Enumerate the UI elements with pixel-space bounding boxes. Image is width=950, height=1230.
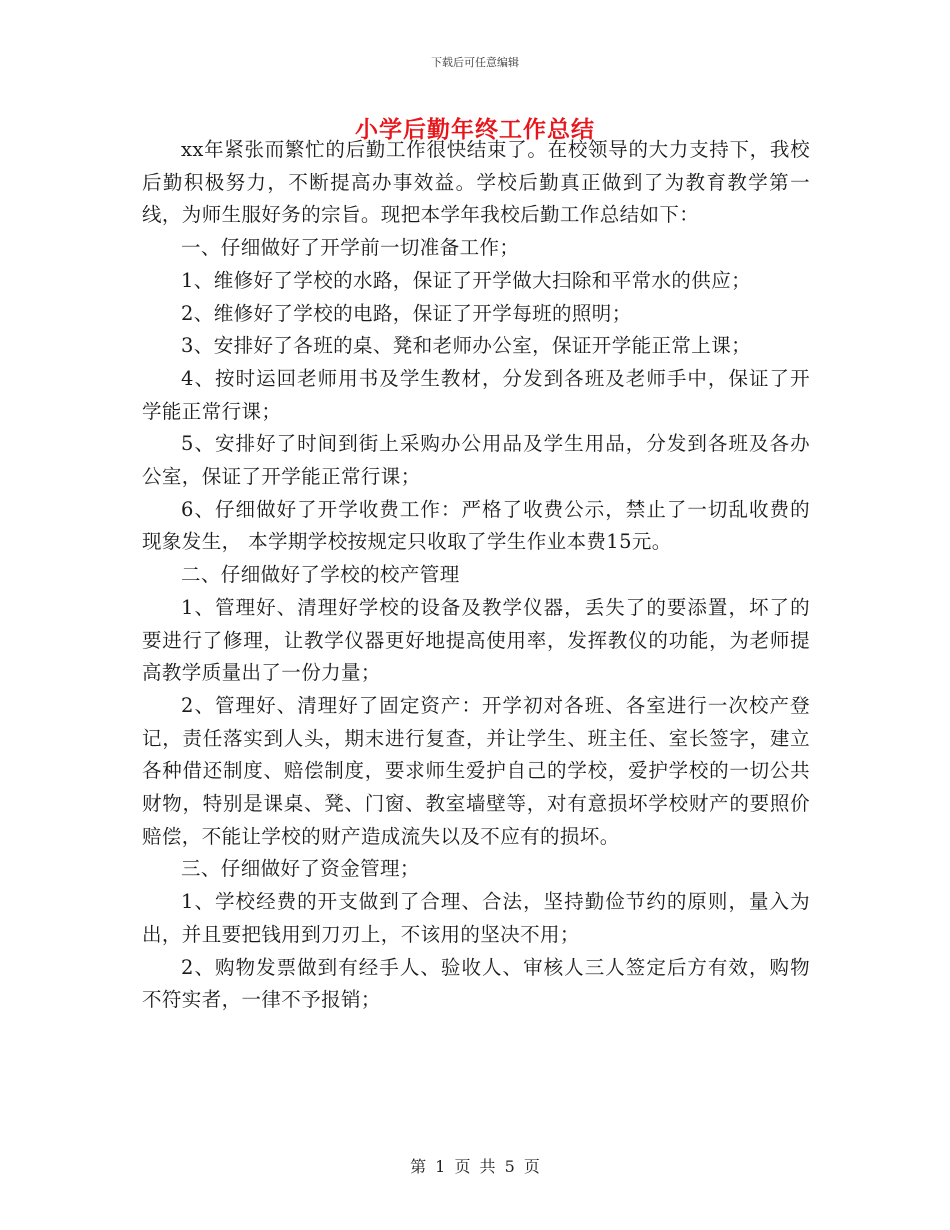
document-title: 小学后勤年终工作总结 xyxy=(355,116,595,143)
section-heading-1: 一、仔细做好了开学前一切准备工作； xyxy=(181,236,520,260)
list-item: 5、安排好了时间到街上采购办公用品及学生用品，分发到各班及各办公室，保证了开学能正常行课； xyxy=(142,432,810,489)
list-item: 2、购物发票做到有经手人、验收人、审核人三人签定后方有效，购物不符实者，一律不予报销； xyxy=(142,955,810,1012)
page-number-footer: 第 1 页 共 5 页 xyxy=(410,1157,540,1176)
list-item: 4、按时运回老师用书及学生教材，分发到各班及老师手中，保证了开学能正常行课； xyxy=(142,366,810,423)
section-heading-3: 三、仔细做好了资金管理； xyxy=(181,857,420,881)
list-item: 2、维修好了学校的电路，保证了开学每班的照明； xyxy=(181,301,632,325)
list-item: 1、管理好、清理好学校的设备及教学仪器，丢失了的要添置，坏了的要进行了修理，让教学仪器更好地提高使用率，发挥教仪的功能，为老师提高教学质量出了一份力量； xyxy=(142,595,810,685)
list-item: 1、学校经费的开支做到了合理、合法，坚持勤俭节约的原则，量入为出，并且要把钱用到刀刃上，不该用的坚决不用； xyxy=(142,890,810,946)
page-header-note: 下载后可任意编辑 xyxy=(431,56,519,69)
list-item: 1、维修好了学校的水路，保证了开学做大扫除和平常水的供应； xyxy=(181,268,752,292)
section-heading-2: 二、仔细做好了学校的校产管理 xyxy=(181,563,460,587)
document-body xyxy=(142,134,810,1017)
paragraph-intro: xx年紧张而繁忙的后勤工作很快结束了。在校领导的大力支持下，我校后勤积极努力，不断提高办事效益。学校后勤真正做到了为教育教学第一线，为师生服好务的宗旨。现把本学年我校后勤工作总结如下： xyxy=(142,138,810,227)
list-item: 6、仔细做好了开学收费工作：严格了收费公示，禁止了一切乱收费的现象发生， 本学期学校按规定只收取了学生作业本费15元。 xyxy=(142,497,810,554)
list-item: 3、安排好了各班的桌、凳和老师办公室，保证开学能正常上课； xyxy=(181,334,752,358)
list-item: 2、管理好、清理好了固定资产：开学初对各班、各室进行一次校产登记，责任落实到人头，期末进行复查，并让学生、班主任、室长签字，建立各种借还制度、赔偿制度，要求师生爱护自己的学校，爱护学校的一切公共财物，特别是课桌、凳、门窗、教室墙壁等，对有意损坏学校财产的要照价赔偿，不能让学校的财产造成流失以及不应有的损坏。 xyxy=(142,693,810,848)
